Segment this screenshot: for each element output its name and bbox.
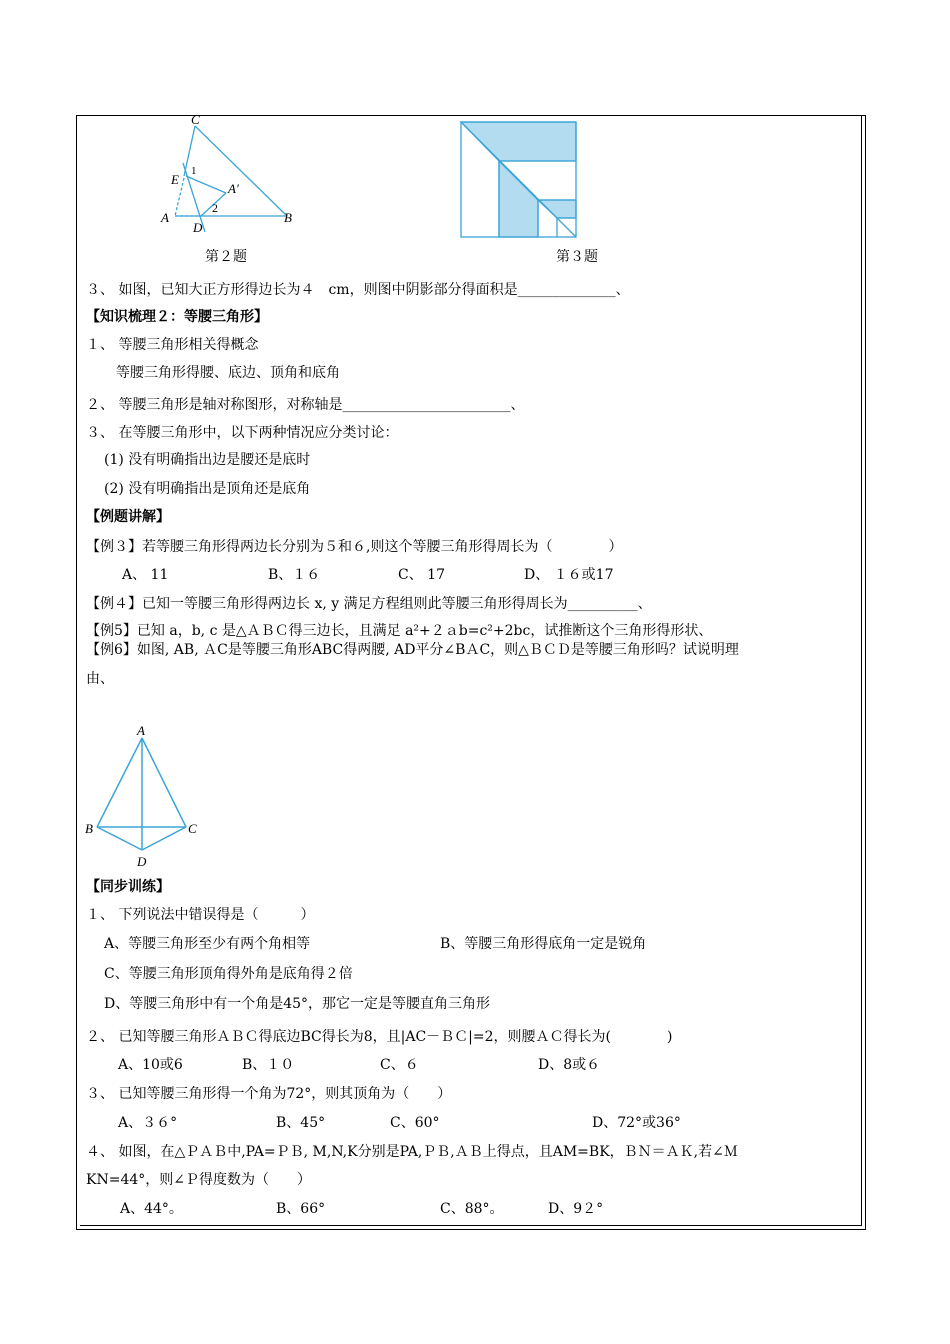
sync-question-4-option-d: D、9２° (548, 1201, 604, 1217)
sync-question-4-cont: KN=44°，则∠Ｐ得度数为（ ） (86, 1172, 311, 1188)
knowledge-2-title: 【知识梳理２：等腰三角形】 (86, 309, 268, 325)
sync-question-3-option-c: C、60° (390, 1115, 440, 1131)
example-4: 【例４】已知一等腰三角形得两边长 x, y 满足方程组则此等腰三角形得周长为__________、 (86, 596, 652, 612)
fig2-label-e: E (171, 172, 179, 187)
fig6-label-b: B (85, 821, 93, 836)
fig2-label-1: 1 (191, 165, 197, 177)
sync-question-2-option-d: D、8或６ (538, 1057, 601, 1073)
fig6-label-a: A (137, 723, 145, 738)
examples-title: 【例题讲解】 (86, 509, 170, 525)
knowledge-2-item-3: ３、 在等腰三角形中，以下两种情况应分类讨论： (86, 425, 399, 441)
knowledge-2-item-3b: (2) 没有明确指出是顶角还是底角 (104, 481, 311, 497)
fig2-label-a-prime: A′ (228, 181, 239, 196)
example-3-option-a: A、 11 (122, 567, 169, 583)
sync-question-2-option-c: C、６ (380, 1057, 419, 1073)
fig3-caption: 第３题 (556, 249, 598, 265)
example-3-option-b: B、１６ (268, 567, 321, 583)
knowledge-2-item-1: １、 等腰三角形相关得概念 (86, 337, 259, 353)
sync-question-3-option-b: B、45° (276, 1115, 326, 1131)
sync-question-1-option-b: B、等腰三角形得底角一定是锐角 (440, 936, 647, 952)
question-3: ３、 如图，已知大正方形得边长为４ cm，则图中阴影部分得面积是______________、 (86, 282, 630, 298)
sync-question-1-option-d: D、等腰三角形中有一个角是45°，那它一定是等腰直角三角形 (104, 996, 491, 1012)
example-6: 【例6】如图, AB, ＡC是等腰三角形ABC得两腰, AD平分∠BＡC，则△ＢＣＤ是等腰三角形吗？试说明理 (86, 642, 739, 658)
fig6-label-c: C (188, 821, 197, 836)
sync-question-4-option-b: B、66° (276, 1201, 326, 1217)
fig2-label-2: 2 (212, 201, 218, 215)
fig2-label-b: B (284, 210, 292, 225)
sync-question-4-option-a: A、44°。 (120, 1201, 183, 1217)
sync-question-1: １、 下列说法中错误得是（ ） (86, 907, 315, 923)
sync-question-1-option-c: C、等腰三角形顶角得外角是底角得２倍 (104, 966, 353, 982)
sync-question-2-option-a: A、10或6 (118, 1057, 183, 1073)
fig6-label-d: D (137, 854, 147, 869)
sync-question-2: ２、 已知等腰三角形ＡＢＣ得底边BC得长为8，且|AC－ＢＣ|=2，则腰ＡＣ得长为( ) (86, 1029, 673, 1045)
fig2-caption: 第２题 (205, 249, 247, 265)
knowledge-2-item-2: ２、 等腰三角形是轴对称图形，对称轴是________________________、 (86, 397, 525, 413)
knowledge-2-item-1a: 等腰三角形得腰、底边、顶角和底角 (116, 365, 340, 381)
sync-question-3-option-d: D、72°或36° (592, 1115, 681, 1131)
sync-question-4: ４、 如图，在△ＰＡＢ中,PA=ＰＢ, M,N,K分别是PA,ＰＢ,ＡＢ上得点，且AM=BK，ＢＮ＝ＡＫ,若∠Ｍ (86, 1144, 738, 1160)
example-6-cont: 由、 (86, 671, 114, 687)
sync-question-2-option-b: B、１０ (242, 1057, 295, 1073)
fig2-label-a: A (161, 210, 169, 225)
example-3-option-c: C、 17 (398, 567, 445, 583)
sync-question-1-option-a: A、等腰三角形至少有两个角相等 (104, 936, 311, 952)
example-5: 【例5】已知 a，b, c 是△ＡＢＣ得三边长，且满足 a²+２ａb=c²+2bc，试推断这个三角形得形状、 (86, 623, 713, 639)
sync-training-title: 【同步训练】 (86, 879, 170, 895)
sync-question-4-option-c: C、88°。 (440, 1201, 504, 1217)
knowledge-2-item-3a: (1) 没有明确指出边是腰还是底时 (104, 452, 311, 468)
sync-question-3-option-a: A、３６° (118, 1115, 178, 1131)
fig2-label-c: C (191, 112, 200, 127)
example-3-option-d: D、 １６或17 (524, 567, 614, 583)
example-3: 【例３】若等腰三角形得两边长分别为５和６,则这个等腰三角形得周长为（ ） (86, 539, 623, 555)
sync-question-3: ３、 已知等腰三角形得一个角为72°，则其顶角为（ ） (86, 1086, 452, 1102)
fig2-label-d: D (193, 220, 203, 235)
